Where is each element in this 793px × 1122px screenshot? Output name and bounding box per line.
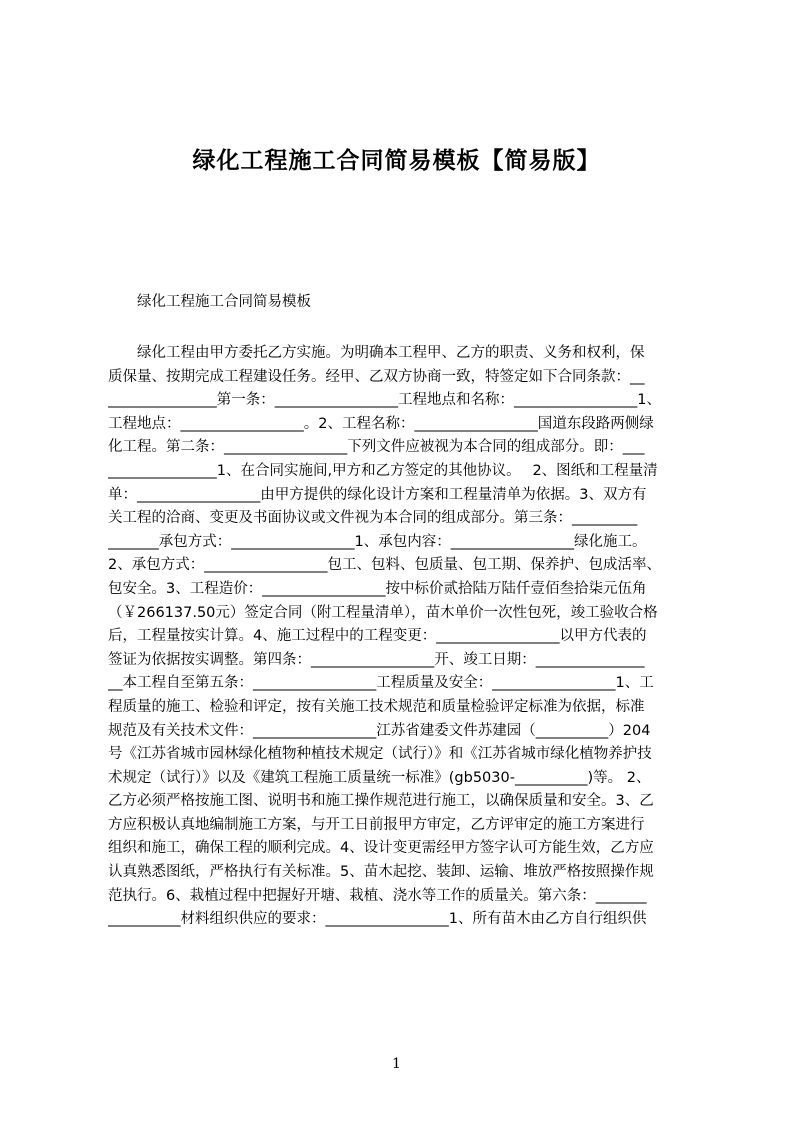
body-line: 术规定（试行）》以及《建筑工程施工质量统一标准》(gb5030-__________)等。 2、	[108, 769, 651, 786]
body-line: （￥266137.50元）签定合同（附工程量清单），苗木单价一次性包死，竣工验收合格	[108, 604, 658, 621]
document-title: 绿化工程施工合同简易模板【简易版】	[192, 148, 601, 174]
body-line: 包安全。3、工程造价：_________________按中标价贰拾陆万陆仟壹佰叁拾柒元伍角	[108, 580, 647, 597]
body-line: _______承包方式：_________________1、承包内容：_________________绿化施工。	[108, 533, 647, 550]
body-line: 关工程的洽商、变更及书面协议或文件视为本合同的组成部分。第三条：_________	[108, 510, 638, 527]
body-line: 化工程。第二条：_________________下列文件应被视为本合同的组成部分。即：___	[108, 439, 645, 456]
body-line: 单：_________________由甲方提供的绿化设计方案和工程量清单为依据。3、双方有	[108, 486, 647, 503]
body-line: 号《江苏省城市园林绿化植物种植技术规定（试行）》和《江苏省城市绿化植物养护技	[108, 746, 652, 763]
body-line: 2、承包方式：_________________包工、包料、包质量、包工期、保养护、包成活率、	[108, 557, 661, 574]
body-line: 认真熟悉图纸，严格执行有关标准。5、苗木起挖、装卸、运输、堆放严格按照操作规	[108, 864, 654, 881]
page-number: 1	[392, 1056, 401, 1072]
body-line: __________材料组织供应的要求：_________________1、所有苗木由乙方自行组织供	[108, 911, 647, 928]
body-line: 质保量、按期完成工程建设任务。经甲、乙双方协商一致，特签定如下合同条款：__	[108, 368, 645, 385]
body-line: 工程地点：_________________。2、工程名称：_________________国道东段路两侧绿	[108, 415, 654, 432]
body-line: 组织和施工，确保工程的顺利完成。4、设计变更需经甲方签字认可方能生效，乙方应	[108, 840, 654, 857]
body-line: 后，工程量按实计算。4、施工过程中的工程变更：_________________以甲方代表的	[108, 628, 647, 645]
body-line: 方应积极认真地编制施工方案，与开工日前报甲方审定，乙方评审定的施工方案进行	[108, 816, 645, 833]
body-line: 规范及有关技术文件：_________________江苏省建委文件苏建园（__________）204	[108, 722, 651, 739]
body-line: 签证为依据按实调整。第四条：_________________开、竣工日期：_______________	[108, 651, 645, 668]
document-body	[108, 342, 696, 932]
document-subtitle: 绿化工程施工合同简易模板	[137, 294, 311, 310]
body-line: 乙方必须严格按施工图、说明书和施工操作规范进行施工，以确保质量和安全。3、乙	[108, 793, 654, 810]
body-line: _______________第一条：_________________工程地点和名称：_________________1、	[108, 392, 661, 409]
body-line: 绿化工程由甲方委托乙方实施。为明确本工程甲、乙方的职责、义务和权利，保	[108, 345, 645, 361]
body-line: _______________1、在合同实施间,甲方和乙方签定的其他协议。 2、图纸和工程量清	[108, 462, 658, 479]
body-line: __本工程自至第五条：_________________工程质量及安全：_________________1、工	[108, 675, 654, 692]
body-line: 程质量的施工、检验和评定，按有关施工技术规范和质量检验评定标准为依据，标准	[108, 698, 645, 715]
body-line: 范执行。6、栽植过程中把握好开塘、栽植、浇水等工作的质量关。第六条：_______	[108, 887, 647, 904]
